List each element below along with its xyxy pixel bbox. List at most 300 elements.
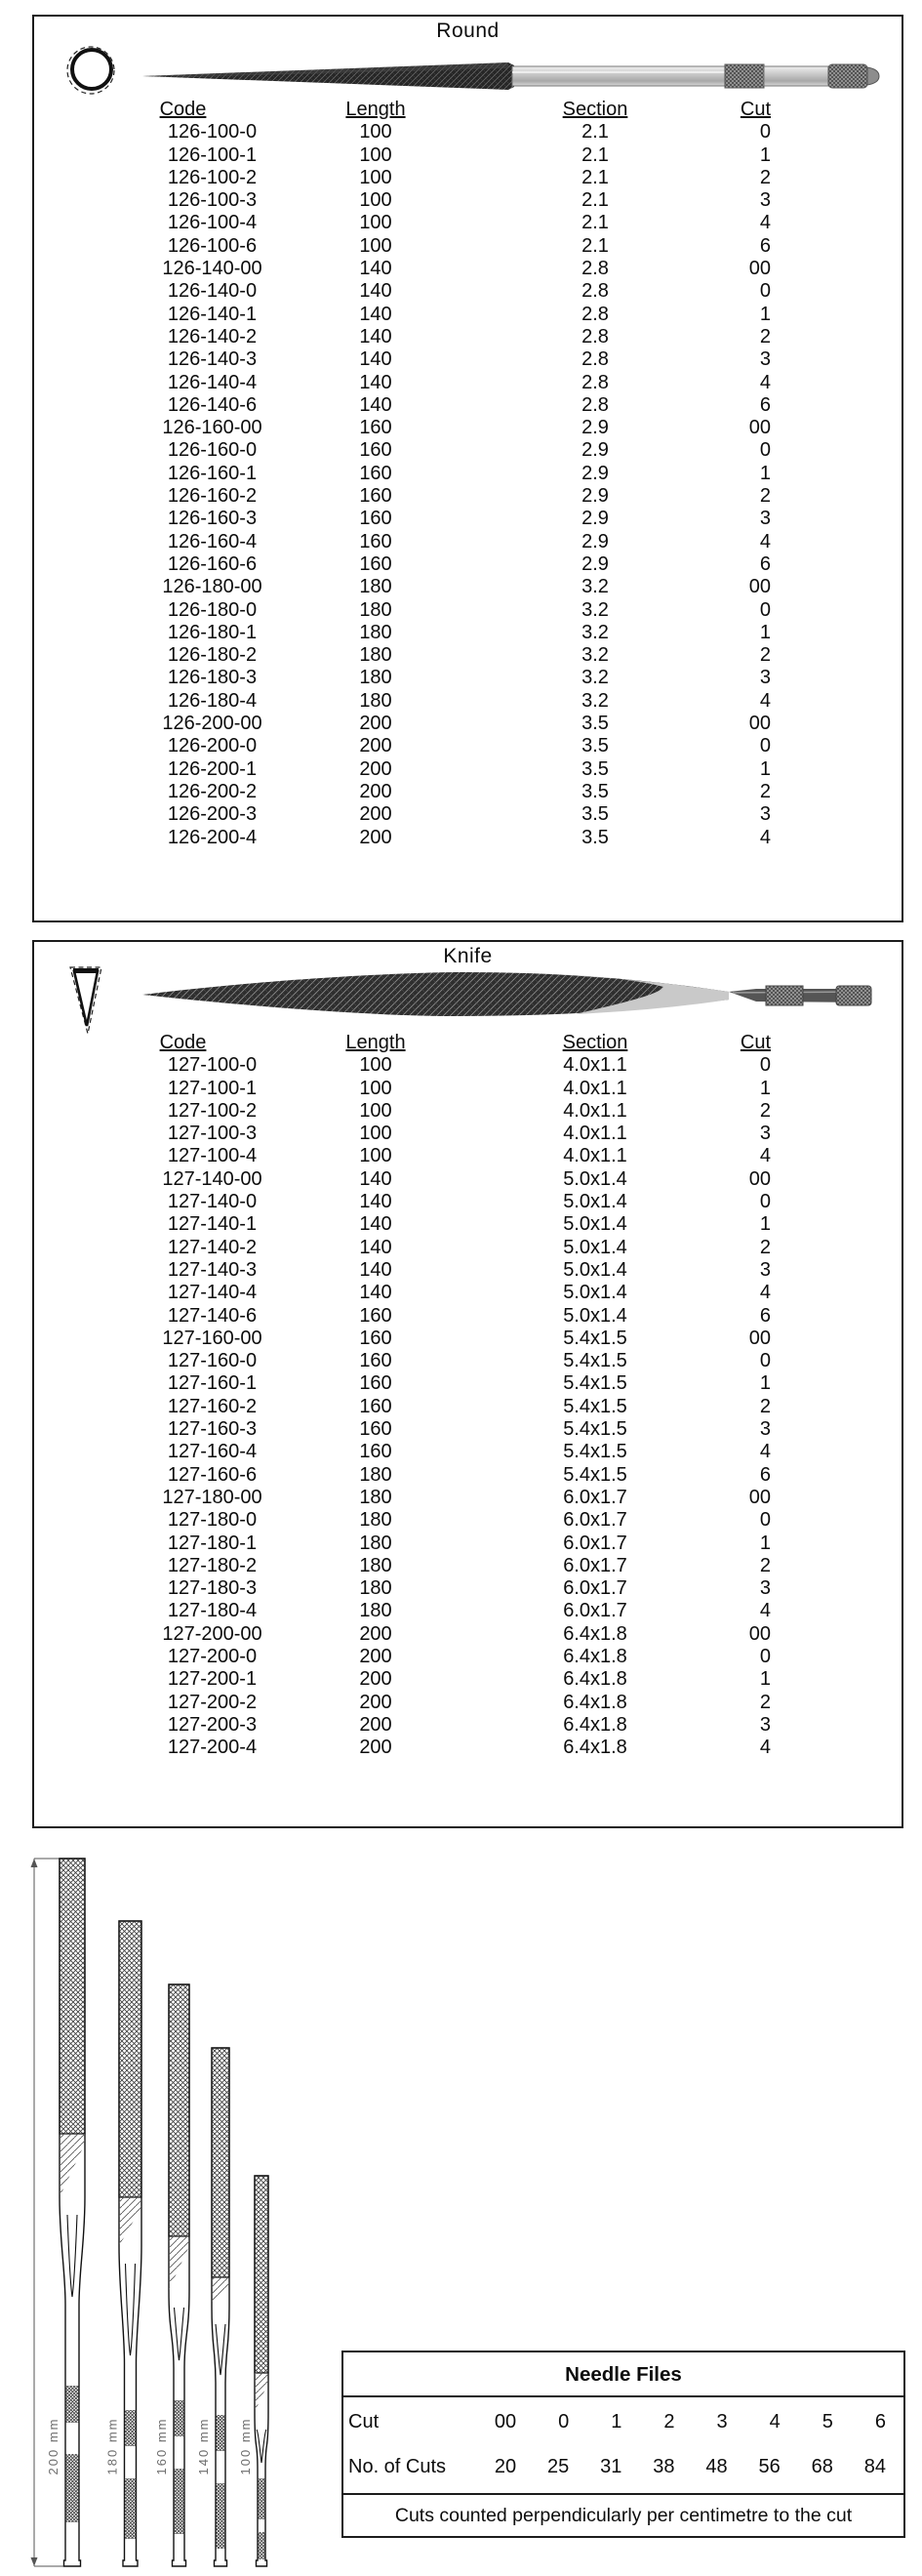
table-row bbox=[34, 1328, 902, 1350]
length-cell: 180 bbox=[359, 1577, 392, 1600]
table-row bbox=[34, 735, 902, 757]
cut-cell: 6 bbox=[759, 1304, 771, 1327]
length-cell: 160 bbox=[359, 1441, 392, 1463]
cut-cell: 3 bbox=[759, 667, 771, 689]
code-cell: 126-180-1 bbox=[167, 621, 258, 643]
code-cell: 126-100-4 bbox=[167, 212, 258, 234]
section-cell: 5.4x1.5 bbox=[563, 1441, 627, 1463]
code-cell: 127-160-00 bbox=[162, 1327, 262, 1349]
cut-row bbox=[343, 2399, 903, 2444]
file-length-label: 180 mm bbox=[104, 2417, 120, 2475]
cut-cell: 3 bbox=[759, 1577, 771, 1600]
cut-cell: 0 bbox=[759, 1191, 771, 1213]
cut-cell: 1 bbox=[759, 1077, 771, 1099]
code-column-header: Code bbox=[159, 1032, 207, 1053]
length-cell: 200 bbox=[359, 1622, 392, 1645]
code-cell: 126-100-3 bbox=[167, 189, 258, 212]
file-length-label: 200 mm bbox=[46, 2417, 60, 2475]
length-cell: 160 bbox=[359, 1418, 392, 1441]
round-section-panel bbox=[32, 15, 903, 922]
length-cell: 180 bbox=[359, 1509, 392, 1532]
table-row bbox=[34, 485, 902, 508]
section-cell: 2.8 bbox=[581, 303, 609, 325]
section-cell: 2.8 bbox=[581, 258, 609, 280]
cut-cell: 1 bbox=[759, 1372, 771, 1395]
cut-cell: 2 bbox=[759, 1395, 771, 1417]
code-cell: 127-180-2 bbox=[167, 1554, 258, 1576]
needle-files-title: Needle Files bbox=[343, 2352, 903, 2397]
section-cell: 4.0x1.1 bbox=[563, 1123, 627, 1145]
section-cell: 5.4x1.5 bbox=[563, 1395, 627, 1417]
cut-cell: 2 bbox=[759, 1236, 771, 1258]
section-column-header: Section bbox=[562, 1032, 628, 1053]
section-cell: 4.0x1.1 bbox=[563, 1077, 627, 1099]
length-cell: 140 bbox=[359, 1258, 392, 1281]
cut-cell: 1 bbox=[759, 757, 771, 780]
cuts-per-cm-cell: 38 bbox=[653, 2456, 675, 2477]
cut-cell: 4 bbox=[759, 212, 771, 234]
section-cell: 5.4x1.5 bbox=[563, 1463, 627, 1486]
table-row bbox=[34, 644, 902, 667]
section-cell: 4.0x1.1 bbox=[563, 1099, 627, 1122]
code-cell: 126-100-1 bbox=[167, 143, 258, 166]
length-cell: 180 bbox=[359, 644, 392, 667]
cut-cell: 1 bbox=[759, 621, 771, 643]
table-row bbox=[34, 326, 902, 348]
knife-section-panel bbox=[32, 940, 903, 1828]
section-cell: 5.0x1.4 bbox=[563, 1258, 627, 1281]
table-row bbox=[34, 690, 902, 713]
cut-cell: 2 bbox=[759, 644, 771, 667]
section-cell: 2.9 bbox=[581, 417, 609, 439]
code-cell: 126-140-00 bbox=[162, 258, 262, 280]
code-cell: 127-160-4 bbox=[167, 1441, 258, 1463]
round-cross-section-icon bbox=[61, 38, 124, 101]
length-cell: 200 bbox=[359, 826, 392, 848]
cut-column-header: Cut bbox=[740, 99, 771, 120]
code-cell: 126-180-0 bbox=[167, 598, 258, 621]
cut-cell: 0 bbox=[759, 1054, 771, 1077]
cut-cell: 2 bbox=[759, 1554, 771, 1576]
cut-cell: 1 bbox=[759, 303, 771, 325]
code-cell: 127-180-1 bbox=[167, 1532, 258, 1554]
table-row bbox=[34, 1372, 902, 1395]
section-cell: 3.5 bbox=[581, 713, 609, 735]
file-silhouette-200mm bbox=[60, 1859, 85, 2566]
cut-grade-cell: 2 bbox=[663, 2411, 675, 2433]
cut-cell: 6 bbox=[759, 393, 771, 416]
section-cell: 6.4x1.8 bbox=[563, 1713, 627, 1736]
file-length-label: 100 mm bbox=[238, 2417, 253, 2475]
table-row bbox=[34, 622, 902, 644]
section-cell: 6.0x1.7 bbox=[563, 1600, 627, 1622]
length-cell: 100 bbox=[359, 212, 392, 234]
knife-spec-table bbox=[34, 1032, 902, 1760]
code-cell: 127-200-3 bbox=[167, 1713, 258, 1736]
cut-grade-cell: 1 bbox=[611, 2411, 622, 2433]
length-cell: 100 bbox=[359, 121, 392, 143]
section-cell: 5.0x1.4 bbox=[563, 1282, 627, 1304]
code-cell: 127-140-6 bbox=[167, 1304, 258, 1327]
cut-cell: 6 bbox=[759, 234, 771, 257]
section-cell: 6.4x1.8 bbox=[563, 1646, 627, 1668]
cut-cell: 3 bbox=[759, 1418, 771, 1441]
cut-cell: 00 bbox=[748, 713, 771, 735]
section-cell: 3.5 bbox=[581, 735, 609, 757]
length-cell: 140 bbox=[359, 393, 392, 416]
length-cell: 160 bbox=[359, 462, 392, 484]
code-cell: 126-200-0 bbox=[167, 735, 258, 757]
table-row bbox=[34, 1600, 902, 1622]
table-row bbox=[34, 304, 902, 326]
section-cell: 2.9 bbox=[581, 552, 609, 575]
length-cell: 160 bbox=[359, 552, 392, 575]
section-cell: 5.4x1.5 bbox=[563, 1372, 627, 1395]
cut-cell: 4 bbox=[759, 530, 771, 552]
cut-grade-cell: 5 bbox=[822, 2411, 833, 2433]
code-cell: 126-160-3 bbox=[167, 508, 258, 530]
length-cell: 160 bbox=[359, 485, 392, 508]
code-cell: 127-160-6 bbox=[167, 1463, 258, 1486]
table-row bbox=[34, 576, 902, 598]
cut-cell: 2 bbox=[759, 166, 771, 188]
needle-files-footnote: Cuts counted perpendicularly per centimetre to the cut bbox=[394, 2505, 853, 2526]
cut-cell: 6 bbox=[759, 552, 771, 575]
length-cell: 180 bbox=[359, 598, 392, 621]
code-cell: 127-160-2 bbox=[167, 1395, 258, 1417]
table-row bbox=[34, 1464, 902, 1487]
code-cell: 126-160-6 bbox=[167, 552, 258, 575]
section-cell: 6.4x1.8 bbox=[563, 1622, 627, 1645]
table-row bbox=[34, 1259, 902, 1282]
length-cell: 160 bbox=[359, 530, 392, 552]
section-cell: 5.0x1.4 bbox=[563, 1167, 627, 1190]
code-cell: 126-200-1 bbox=[167, 757, 258, 780]
section-cell: 5.0x1.4 bbox=[563, 1304, 627, 1327]
length-cell: 100 bbox=[359, 1145, 392, 1167]
code-cell: 127-140-4 bbox=[167, 1282, 258, 1304]
section-cell: 6.0x1.7 bbox=[563, 1509, 627, 1532]
code-cell: 127-140-3 bbox=[167, 1258, 258, 1281]
code-cell: 126-140-3 bbox=[167, 348, 258, 371]
table-row bbox=[34, 394, 902, 417]
code-cell: 126-140-0 bbox=[167, 280, 258, 303]
code-cell: 126-140-6 bbox=[167, 393, 258, 416]
cut-cell: 0 bbox=[759, 1509, 771, 1532]
length-column-header: Length bbox=[345, 1032, 406, 1053]
code-cell: 126-100-0 bbox=[167, 121, 258, 143]
section-cell: 2.9 bbox=[581, 485, 609, 508]
code-cell: 126-200-4 bbox=[167, 826, 258, 848]
section-cell: 3.2 bbox=[581, 644, 609, 667]
cut-row-label: Cut bbox=[348, 2411, 380, 2433]
cuts-per-cm-cell: 84 bbox=[863, 2456, 886, 2477]
section-cell: 2.1 bbox=[581, 166, 609, 188]
table-row bbox=[34, 1213, 902, 1236]
knife-file-photo bbox=[132, 965, 912, 1032]
cuts-per-cm-cell: 56 bbox=[758, 2456, 781, 2477]
table-row bbox=[34, 1646, 902, 1668]
code-cell: 126-160-00 bbox=[162, 417, 262, 439]
code-cell: 126-180-4 bbox=[167, 689, 258, 712]
length-cell: 140 bbox=[359, 371, 392, 393]
length-cell: 200 bbox=[359, 757, 392, 780]
table-row bbox=[34, 1418, 902, 1441]
length-cell: 140 bbox=[359, 1167, 392, 1190]
code-cell: 127-100-4 bbox=[167, 1145, 258, 1167]
length-cell: 160 bbox=[359, 1395, 392, 1417]
code-cell: 127-180-3 bbox=[167, 1577, 258, 1600]
table-row bbox=[34, 280, 902, 303]
section-cell: 3.2 bbox=[581, 598, 609, 621]
table-row bbox=[34, 1714, 902, 1737]
table-row bbox=[34, 803, 902, 826]
table-row bbox=[34, 599, 902, 622]
cut-grade-cell: 3 bbox=[716, 2411, 728, 2433]
needle-files-body bbox=[343, 2397, 903, 2495]
table-row bbox=[34, 508, 902, 530]
length-cell: 160 bbox=[359, 1350, 392, 1372]
length-cell: 160 bbox=[359, 508, 392, 530]
cut-cell: 4 bbox=[759, 371, 771, 393]
code-cell: 126-100-6 bbox=[167, 234, 258, 257]
cut-grade-cell: 0 bbox=[558, 2411, 570, 2433]
cut-cell: 3 bbox=[759, 803, 771, 826]
cut-cell: 0 bbox=[759, 280, 771, 303]
code-cell: 126-200-00 bbox=[162, 713, 262, 735]
round-section-title: Round bbox=[436, 20, 500, 42]
section-cell: 3.2 bbox=[581, 689, 609, 712]
round-table-body bbox=[34, 121, 902, 849]
section-cell: 6.4x1.8 bbox=[563, 1737, 627, 1759]
cut-cell: 2 bbox=[759, 1099, 771, 1122]
code-cell: 127-200-0 bbox=[167, 1646, 258, 1668]
table-row bbox=[34, 781, 902, 803]
length-cell: 140 bbox=[359, 1191, 392, 1213]
cut-cell: 1 bbox=[759, 1532, 771, 1554]
code-cell: 127-140-2 bbox=[167, 1236, 258, 1258]
file-length-label: 160 mm bbox=[154, 2417, 169, 2475]
section-cell: 3.2 bbox=[581, 576, 609, 598]
length-cell: 140 bbox=[359, 280, 392, 303]
length-cell: 160 bbox=[359, 1327, 392, 1349]
cut-cell: 0 bbox=[759, 1350, 771, 1372]
length-cell: 180 bbox=[359, 1532, 392, 1554]
code-cell: 127-160-0 bbox=[167, 1350, 258, 1372]
section-cell: 3.2 bbox=[581, 667, 609, 689]
length-cell: 200 bbox=[359, 1691, 392, 1713]
length-column-header: Length bbox=[345, 99, 406, 120]
cuts-per-cm-cell: 25 bbox=[547, 2456, 570, 2477]
code-cell: 127-200-2 bbox=[167, 1691, 258, 1713]
cut-cell: 0 bbox=[759, 735, 771, 757]
table-row bbox=[34, 1054, 902, 1077]
length-cell: 200 bbox=[359, 1713, 392, 1736]
section-cell: 6.0x1.7 bbox=[563, 1554, 627, 1576]
cut-cell: 0 bbox=[759, 1646, 771, 1668]
cut-cell: 1 bbox=[759, 143, 771, 166]
code-cell: 127-100-1 bbox=[167, 1077, 258, 1099]
cut-cell: 00 bbox=[748, 576, 771, 598]
table-row bbox=[34, 1668, 902, 1691]
table-row bbox=[34, 758, 902, 781]
table-row bbox=[34, 144, 902, 167]
cut-cell: 0 bbox=[759, 439, 771, 462]
length-cell: 200 bbox=[359, 803, 392, 826]
file-silhouette-140mm bbox=[212, 2048, 229, 2566]
length-cell: 140 bbox=[359, 1213, 392, 1236]
cut-cell: 00 bbox=[748, 1486, 771, 1508]
table-row bbox=[34, 1168, 902, 1191]
code-cell: 127-160-1 bbox=[167, 1372, 258, 1395]
cut-cell: 00 bbox=[748, 1167, 771, 1190]
section-cell: 5.0x1.4 bbox=[563, 1213, 627, 1236]
length-cell: 200 bbox=[359, 1668, 392, 1691]
file-silhouette-100mm bbox=[255, 2176, 268, 2566]
length-cell: 140 bbox=[359, 303, 392, 325]
section-cell: 3.2 bbox=[581, 621, 609, 643]
table-row bbox=[34, 1533, 902, 1555]
section-cell: 2.8 bbox=[581, 348, 609, 371]
length-cell: 180 bbox=[359, 1463, 392, 1486]
length-cell: 100 bbox=[359, 234, 392, 257]
cut-grade-cell: 00 bbox=[494, 2411, 517, 2433]
table-row bbox=[34, 372, 902, 394]
file-silhouette-180mm bbox=[119, 1921, 141, 2566]
table-row bbox=[34, 212, 902, 234]
table-row bbox=[34, 553, 902, 576]
code-cell: 126-140-1 bbox=[167, 303, 258, 325]
knife-section-title: Knife bbox=[443, 945, 493, 967]
length-cell: 160 bbox=[359, 1372, 392, 1395]
section-cell: 3.5 bbox=[581, 780, 609, 802]
code-cell: 126-200-2 bbox=[167, 780, 258, 802]
table-row bbox=[34, 1577, 902, 1600]
cut-cell: 4 bbox=[759, 1737, 771, 1759]
table-row bbox=[34, 1123, 902, 1145]
section-cell: 2.1 bbox=[581, 234, 609, 257]
length-cell: 140 bbox=[359, 325, 392, 348]
table-row bbox=[34, 1191, 902, 1213]
length-cell: 200 bbox=[359, 1737, 392, 1759]
cut-cell: 6 bbox=[759, 1463, 771, 1486]
length-cell: 100 bbox=[359, 1077, 392, 1099]
code-cell: 127-140-0 bbox=[167, 1191, 258, 1213]
cuts-per-cm-cell: 48 bbox=[705, 2456, 728, 2477]
length-cell: 160 bbox=[359, 1304, 392, 1327]
code-cell: 126-160-4 bbox=[167, 530, 258, 552]
table-row bbox=[34, 1305, 902, 1328]
cut-cell: 2 bbox=[759, 325, 771, 348]
cut-cell: 4 bbox=[759, 689, 771, 712]
length-cell: 100 bbox=[359, 143, 392, 166]
length-cell: 180 bbox=[359, 1600, 392, 1622]
section-cell: 5.0x1.4 bbox=[563, 1236, 627, 1258]
table-row bbox=[34, 667, 902, 689]
cuts-per-cm-cell: 31 bbox=[600, 2456, 622, 2477]
needle-files-table bbox=[341, 2351, 905, 2538]
cut-cell: 4 bbox=[759, 1145, 771, 1167]
section-cell: 3.5 bbox=[581, 826, 609, 848]
table-row bbox=[34, 1623, 902, 1646]
cut-cell: 1 bbox=[759, 462, 771, 484]
cut-grade-cell: 4 bbox=[769, 2411, 781, 2433]
table-row bbox=[34, 235, 902, 258]
round-spec-table bbox=[34, 99, 902, 849]
table-row bbox=[34, 417, 902, 439]
cut-cell: 2 bbox=[759, 1691, 771, 1713]
file-length-diagram bbox=[20, 1851, 332, 2576]
length-cell: 140 bbox=[359, 1282, 392, 1304]
section-cell: 4.0x1.1 bbox=[563, 1145, 627, 1167]
no-of-cuts-row bbox=[343, 2444, 903, 2489]
code-cell: 126-140-2 bbox=[167, 325, 258, 348]
table-row bbox=[34, 1350, 902, 1372]
length-cell: 140 bbox=[359, 348, 392, 371]
section-cell: 5.4x1.5 bbox=[563, 1327, 627, 1349]
table-row bbox=[34, 1487, 902, 1509]
cut-cell: 3 bbox=[759, 1123, 771, 1145]
code-cell: 127-200-4 bbox=[167, 1737, 258, 1759]
section-cell: 6.4x1.8 bbox=[563, 1691, 627, 1713]
section-cell: 2.1 bbox=[581, 143, 609, 166]
section-cell: 6.0x1.7 bbox=[563, 1577, 627, 1600]
code-cell: 127-200-00 bbox=[162, 1622, 262, 1645]
length-cell: 160 bbox=[359, 439, 392, 462]
code-cell: 126-180-00 bbox=[162, 576, 262, 598]
round-table-header bbox=[34, 99, 902, 121]
section-cell: 5.4x1.5 bbox=[563, 1418, 627, 1441]
length-cell: 180 bbox=[359, 576, 392, 598]
section-cell: 3.5 bbox=[581, 757, 609, 780]
code-cell: 127-180-0 bbox=[167, 1509, 258, 1532]
table-row bbox=[34, 713, 902, 735]
cut-cell: 4 bbox=[759, 826, 771, 848]
code-column-header: Code bbox=[159, 99, 207, 120]
code-cell: 126-160-2 bbox=[167, 485, 258, 508]
cut-cell: 3 bbox=[759, 189, 771, 212]
code-cell: 127-100-2 bbox=[167, 1099, 258, 1122]
code-cell: 127-180-00 bbox=[162, 1486, 262, 1508]
length-cell: 140 bbox=[359, 1236, 392, 1258]
cut-cell: 3 bbox=[759, 508, 771, 530]
table-row bbox=[34, 1737, 902, 1759]
length-cell: 200 bbox=[359, 713, 392, 735]
code-cell: 127-100-0 bbox=[167, 1054, 258, 1077]
file-silhouette-160mm bbox=[169, 1984, 189, 2566]
table-row bbox=[34, 1396, 902, 1418]
section-cell: 2.1 bbox=[581, 212, 609, 234]
section-cell: 4.0x1.1 bbox=[563, 1054, 627, 1077]
cut-cell: 0 bbox=[759, 598, 771, 621]
cuts-per-cm-cell: 20 bbox=[494, 2456, 517, 2477]
table-row bbox=[34, 463, 902, 485]
section-cell: 2.1 bbox=[581, 121, 609, 143]
length-cell: 180 bbox=[359, 1554, 392, 1576]
table-row bbox=[34, 1509, 902, 1532]
table-row bbox=[34, 827, 902, 849]
section-cell: 2.8 bbox=[581, 393, 609, 416]
knife-table-header bbox=[34, 1032, 902, 1054]
no-of-cuts-row-label: No. of Cuts bbox=[348, 2456, 447, 2477]
table-row bbox=[34, 1282, 902, 1304]
cut-cell: 1 bbox=[759, 1213, 771, 1236]
cut-cell: 00 bbox=[748, 417, 771, 439]
length-cell: 100 bbox=[359, 1123, 392, 1145]
table-row bbox=[34, 531, 902, 553]
section-column-header: Section bbox=[562, 99, 628, 120]
code-cell: 126-100-2 bbox=[167, 166, 258, 188]
